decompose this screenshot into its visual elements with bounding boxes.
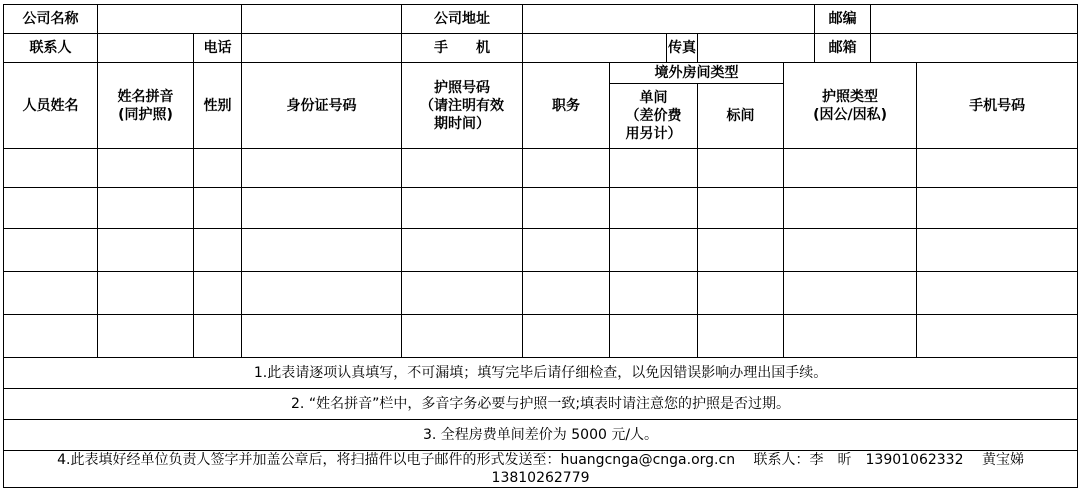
registration-form — [3, 4, 1078, 488]
company-info-row — [4, 5, 1078, 34]
contact-field[interactable] — [98, 34, 194, 63]
cell-single-room[interactable] — [610, 188, 698, 229]
header-position: 职务 — [523, 63, 610, 149]
cell-single-room[interactable] — [610, 315, 698, 358]
cell-single-room[interactable] — [610, 229, 698, 272]
cell-standard-room[interactable] — [698, 272, 784, 315]
cell-passport-type[interactable] — [784, 272, 917, 315]
cell-id-number[interactable] — [242, 272, 402, 315]
cell-standard-room[interactable] — [698, 149, 784, 188]
cell-standard-room[interactable] — [698, 188, 784, 229]
note-4: 4.此表填好经单位负责人签字并加盖公章后，将扫描件以电子邮件的形式发送至：huangcnga@cnga.org.cn 联系人：李 昕 13901062332 黄宝娣 13810262779 — [4, 451, 1078, 488]
cell-position[interactable] — [523, 229, 610, 272]
cell-name-pinyin[interactable] — [98, 272, 194, 315]
cell-id-number[interactable] — [242, 149, 402, 188]
note-1: 1.此表请逐项认真填写，不可漏填；填写完毕后请仔细检查，以免因错误影响办理出国手续。 — [4, 358, 1078, 389]
cell-gender[interactable] — [194, 315, 242, 358]
cell-position[interactable] — [523, 315, 610, 358]
mobile-field[interactable] — [523, 34, 667, 63]
mobile-label: 手 机 — [402, 34, 523, 63]
contact-info-row — [4, 34, 1078, 63]
header-mobile-number: 手机号码 — [917, 63, 1078, 149]
header-standard-room: 标间 — [698, 84, 784, 149]
cell-person-name[interactable] — [4, 188, 98, 229]
note-2: 2. “姓名拼音”栏中，多音字务必要与护照一致;填表时请注意您的护照是否过期。 — [4, 389, 1078, 420]
header-passport-type: 护照类型 (因公/因私) — [784, 63, 917, 149]
company-address-field[interactable] — [523, 5, 815, 34]
note-row — [4, 358, 1078, 389]
postcode-field[interactable] — [871, 5, 1078, 34]
cell-name-pinyin[interactable] — [98, 188, 194, 229]
cell-gender[interactable] — [194, 149, 242, 188]
cell-gender[interactable] — [194, 229, 242, 272]
header-gender: 性别 — [194, 63, 242, 149]
header-passport-number: 护照号码 （请注明有效 期时间） — [402, 63, 523, 149]
cell-passport-number[interactable] — [402, 149, 523, 188]
company-address-label: 公司地址 — [402, 5, 523, 34]
fax-field[interactable] — [698, 34, 815, 63]
mailbox-label: 邮箱 — [815, 34, 871, 63]
cell-passport-number[interactable] — [402, 188, 523, 229]
cell-id-number[interactable] — [242, 229, 402, 272]
cell-passport-type[interactable] — [784, 188, 917, 229]
cell-standard-room[interactable] — [698, 315, 784, 358]
header-room-type: 境外房间类型 — [610, 63, 784, 84]
cell-passport-type[interactable] — [784, 149, 917, 188]
note-row — [4, 420, 1078, 451]
cell-passport-number[interactable] — [402, 229, 523, 272]
cell-id-number[interactable] — [242, 315, 402, 358]
table-header-row-1 — [4, 63, 1078, 84]
cell-passport-number[interactable] — [402, 315, 523, 358]
cell-mobile-number[interactable] — [917, 229, 1078, 272]
cell-gender[interactable] — [194, 272, 242, 315]
data-row — [4, 229, 1078, 272]
note-row — [4, 389, 1078, 420]
mailbox-field[interactable] — [871, 34, 1078, 63]
postcode-label: 邮编 — [815, 5, 871, 34]
cell-person-name[interactable] — [4, 315, 98, 358]
cell-standard-room[interactable] — [698, 229, 784, 272]
data-row — [4, 272, 1078, 315]
cell-id-number[interactable] — [242, 188, 402, 229]
phone-field[interactable] — [242, 34, 402, 63]
cell-name-pinyin[interactable] — [98, 149, 194, 188]
data-row — [4, 315, 1078, 358]
company-name-label: 公司名称 — [4, 5, 98, 34]
cell-passport-type[interactable] — [784, 315, 917, 358]
cell-single-room[interactable] — [610, 149, 698, 188]
fax-label: 传真 — [667, 34, 698, 63]
note-row — [4, 451, 1078, 488]
cell-person-name[interactable] — [4, 149, 98, 188]
cell-position[interactable] — [523, 272, 610, 315]
cell-mobile-number[interactable] — [917, 315, 1078, 358]
header-name-pinyin: 姓名拼音 (同护照) — [98, 63, 194, 149]
cell-mobile-number[interactable] — [917, 272, 1078, 315]
company-name-field-ext[interactable] — [242, 5, 402, 34]
cell-person-name[interactable] — [4, 272, 98, 315]
cell-mobile-number[interactable] — [917, 188, 1078, 229]
company-name-field[interactable] — [98, 5, 242, 34]
cell-person-name[interactable] — [4, 229, 98, 272]
cell-mobile-number[interactable] — [917, 149, 1078, 188]
header-single-room: 单间 （差价费 用另计） — [610, 84, 698, 149]
header-id-number: 身份证号码 — [242, 63, 402, 149]
phone-label: 电话 — [194, 34, 242, 63]
data-row — [4, 188, 1078, 229]
cell-position[interactable] — [523, 188, 610, 229]
header-person-name: 人员姓名 — [4, 63, 98, 149]
cell-passport-type[interactable] — [784, 229, 917, 272]
note-3: 3. 全程房费单间差价为 5000 元/人。 — [4, 420, 1078, 451]
cell-position[interactable] — [523, 149, 610, 188]
data-row — [4, 149, 1078, 188]
cell-name-pinyin[interactable] — [98, 315, 194, 358]
cell-single-room[interactable] — [610, 272, 698, 315]
contact-label: 联系人 — [4, 34, 98, 63]
cell-name-pinyin[interactable] — [98, 229, 194, 272]
cell-gender[interactable] — [194, 188, 242, 229]
cell-passport-number[interactable] — [402, 272, 523, 315]
